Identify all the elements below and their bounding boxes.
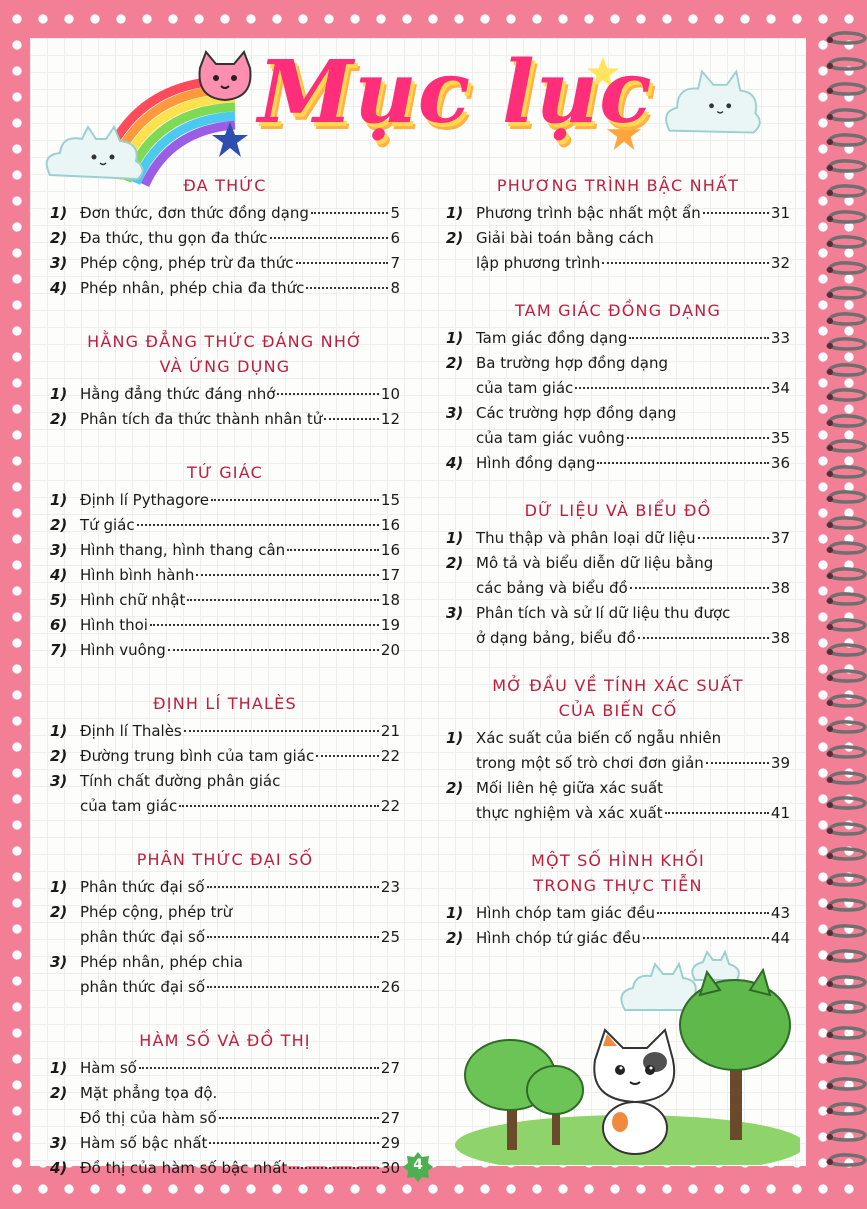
- dot-leader: [207, 936, 379, 938]
- entry-text: Hình thoi: [80, 616, 148, 634]
- entry-text: Hình vuông: [80, 641, 166, 659]
- spiral-ring-icon: [826, 821, 867, 837]
- entry-number: 3): [50, 541, 68, 559]
- dot-leader: [209, 1142, 378, 1144]
- entry-text: Phép nhân, phép chia: [80, 953, 243, 971]
- entry-text: Đơn thức, đơn thức đồng dạng: [80, 204, 309, 222]
- entry-number: 3): [50, 1134, 68, 1152]
- entry-number: 2): [446, 229, 464, 247]
- entry-page-number: 25: [380, 928, 400, 946]
- toc-entry[interactable]: [446, 451, 790, 476]
- spiral-ring-icon: [826, 209, 867, 225]
- star-icon: [210, 120, 250, 160]
- section-title-line: MỞ ĐẦU VỀ TÍNH XÁC SUẤT: [492, 676, 744, 695]
- entry-page-number: 44: [770, 929, 790, 947]
- entry-text: Hình đồng dạng: [476, 454, 596, 472]
- entry-page-number: 27: [380, 1109, 400, 1127]
- entry-page-number: 38: [770, 629, 790, 647]
- spiral-ring-icon: [826, 515, 867, 531]
- dot-leader: [289, 1167, 379, 1169]
- entry-text: Hình thang, hình thang cân: [80, 541, 286, 559]
- entry-number: 3): [50, 953, 68, 971]
- entry-text: Tính chất đường phân giác: [80, 772, 281, 790]
- spiral-ring-icon: [826, 770, 867, 786]
- toc-entry[interactable]: [50, 1156, 400, 1181]
- tree-icon: [680, 970, 790, 1140]
- entry-text: của tam giác: [80, 797, 178, 815]
- spiral-ring-icon: [826, 566, 867, 582]
- toc-entry[interactable]: [50, 613, 400, 638]
- spiral-ring-icon: [826, 81, 867, 97]
- toc-entry[interactable]: [50, 513, 400, 538]
- entry-text: Đồ thị của hàm số bậc nhất: [80, 1159, 288, 1177]
- toc-entry[interactable]: [50, 563, 400, 588]
- dot-leader: [196, 574, 378, 576]
- entry-number: 1): [50, 722, 68, 740]
- entry-page-number: 26: [380, 978, 400, 996]
- spiral-ring-icon: [826, 1076, 867, 1092]
- toc-entry[interactable]: [50, 276, 400, 301]
- toc-entry[interactable]: [50, 488, 400, 513]
- spiral-ring-icon: [826, 693, 867, 709]
- entry-page-number: 17: [380, 566, 400, 584]
- entry-number: 1): [50, 204, 68, 222]
- entry-text: Mối liên hệ giữa xác suất: [476, 779, 664, 797]
- entry-number: 3): [446, 404, 464, 422]
- section-title-line: HẰNG ĐẲNG THỨC ĐÁNG NHỚ: [87, 332, 363, 351]
- entry-text: trong một số trò chơi đơn giản: [476, 754, 704, 772]
- entry-text: Hình chữ nhật: [80, 591, 186, 609]
- toc-entry[interactable]: [446, 226, 790, 276]
- entry-page-number: 30: [380, 1159, 400, 1177]
- spiral-ring-icon: [826, 719, 867, 735]
- dot-leader: [137, 524, 379, 526]
- entry-number: 3): [446, 604, 464, 622]
- spiral-ring-icon: [826, 540, 867, 556]
- section-title-line: ĐỊNH LÍ THALÈS: [153, 694, 297, 713]
- dot-leader: [270, 237, 389, 239]
- dot-leader: [638, 637, 769, 639]
- spiral-ring-icon: [826, 56, 867, 72]
- toc-entry[interactable]: [50, 638, 400, 663]
- entry-number: 7): [50, 641, 68, 659]
- entry-page-number: 29: [380, 1134, 400, 1152]
- entry-text: thực nghiệm và xác xuất: [476, 804, 663, 822]
- entry-page-number: 22: [380, 747, 400, 765]
- entry-page-number: 31: [770, 204, 790, 222]
- dot-leader: [665, 812, 769, 814]
- entry-page-number: 22: [380, 797, 400, 815]
- section-title-line: ĐA THỨC: [183, 176, 267, 195]
- entry-text: Hình chóp tứ giác đều: [476, 929, 641, 947]
- toc-entry[interactable]: [50, 719, 400, 744]
- entry-page-number: 15: [380, 491, 400, 509]
- entry-text: Các trường hợp đồng dạng: [476, 404, 677, 422]
- toc-entry[interactable]: [50, 744, 400, 769]
- toc-entry[interactable]: [50, 251, 400, 276]
- entry-page-number: 43: [770, 904, 790, 922]
- spiral-ring-icon: [826, 897, 867, 913]
- entry-text: của tam giác vuông: [476, 429, 625, 447]
- entry-text: Đường trung bình của tam giác: [80, 747, 315, 765]
- spiral-binding: [826, 30, 867, 1180]
- dot-leader: [296, 262, 389, 264]
- entry-page-number: 41: [770, 804, 790, 822]
- toc-entry[interactable]: [446, 201, 790, 226]
- entry-number: 2): [446, 929, 464, 947]
- dot-leader: [602, 262, 769, 264]
- entry-number: 4): [50, 566, 68, 584]
- toc-entry[interactable]: [446, 726, 790, 776]
- toc-entry[interactable]: [50, 769, 400, 819]
- toc-entry[interactable]: [50, 538, 400, 563]
- spiral-ring-icon: [826, 948, 867, 964]
- toc-entry[interactable]: [50, 900, 400, 950]
- spiral-ring-icon: [826, 438, 867, 454]
- entry-text: Phép nhân, phép chia đa thức: [80, 279, 305, 297]
- spiral-ring-icon: [826, 795, 867, 811]
- entry-number: 2): [50, 229, 68, 247]
- spiral-ring-icon: [826, 1127, 867, 1143]
- dot-leader: [643, 937, 769, 939]
- entry-number: 1): [446, 204, 464, 222]
- entry-number: 2): [50, 747, 68, 765]
- entry-number: 4): [446, 454, 464, 472]
- entry-number: 1): [50, 1059, 68, 1077]
- section-title: [446, 673, 790, 723]
- entry-page-number: 16: [380, 516, 400, 534]
- entry-text: Hàm số bậc nhất: [80, 1134, 208, 1152]
- spiral-ring-icon: [826, 591, 867, 607]
- entry-page-number: 20: [380, 641, 400, 659]
- toc-entry[interactable]: [446, 901, 790, 926]
- cat-icon: [190, 48, 260, 108]
- dot-leader: [630, 587, 769, 589]
- toc-entry[interactable]: [446, 601, 790, 651]
- section-title: [446, 498, 790, 523]
- entry-text: Đồ thị của hàm số: [80, 1109, 217, 1127]
- entry-number: 3): [50, 254, 68, 272]
- spiral-ring-icon: [826, 1050, 867, 1066]
- entry-number: 2): [446, 779, 464, 797]
- toc-section: [50, 460, 400, 663]
- dot-leader: [657, 912, 769, 914]
- section-title-line: VÀ ỨNG DỤNG: [159, 357, 291, 376]
- entry-text: Hình chóp tam giác đều: [476, 904, 656, 922]
- dot-leader: [187, 599, 379, 601]
- toc-entry[interactable]: [50, 1081, 400, 1131]
- entry-page-number: 33: [770, 329, 790, 347]
- entry-number: 4): [50, 279, 68, 297]
- spiral-ring-icon: [826, 1025, 867, 1041]
- toc-entry[interactable]: [50, 226, 400, 251]
- entry-text: Mặt phẳng tọa độ.: [80, 1084, 218, 1102]
- dot-leader: [219, 1117, 379, 1119]
- section-title: [50, 691, 400, 716]
- entry-page-number: 34: [770, 379, 790, 397]
- entry-text: Mô tả và biểu diễn dữ liệu bằng: [476, 554, 714, 572]
- entry-text: ở dạng bảng, biểu đồ: [476, 629, 636, 647]
- toc-entry[interactable]: [50, 588, 400, 613]
- entry-text: Phép cộng, phép trừ đa thức: [80, 254, 294, 272]
- spiral-ring-icon: [826, 1101, 867, 1117]
- section-title: [446, 848, 790, 898]
- dot-leader: [629, 337, 769, 339]
- entry-page-number: 5: [390, 204, 400, 222]
- entry-number: 1): [50, 878, 68, 896]
- cloud-cat-icon: [660, 62, 765, 142]
- dot-leader: [311, 212, 389, 214]
- dot-leader: [150, 624, 379, 626]
- spiral-ring-icon: [826, 872, 867, 888]
- section-title-line: DỮ LIỆU VÀ BIỂU ĐỒ: [524, 501, 712, 520]
- toc-section: [446, 173, 790, 276]
- entry-number: 3): [50, 772, 68, 790]
- section-title: [50, 1028, 400, 1053]
- entry-text: Đa thức, thu gọn đa thức: [80, 229, 268, 247]
- section-title-line: PHÂN THỨC ĐẠI SỐ: [136, 850, 314, 869]
- spiral-ring-icon: [826, 234, 867, 250]
- spiral-ring-icon: [826, 336, 867, 352]
- entry-page-number: 8: [390, 279, 400, 297]
- entry-number: 4): [50, 1159, 68, 1177]
- entry-page-number: 38: [770, 579, 790, 597]
- dot-leader: [139, 1067, 379, 1069]
- dot-leader: [179, 805, 379, 807]
- dot-leader: [324, 418, 379, 420]
- spiral-ring-icon: [826, 362, 867, 378]
- cat-icon: [594, 1030, 674, 1154]
- entry-number: 1): [50, 491, 68, 509]
- toc-entry[interactable]: [446, 526, 790, 551]
- section-title: [446, 298, 790, 323]
- toc-entry[interactable]: [446, 551, 790, 601]
- spiral-ring-icon: [826, 183, 867, 199]
- spiral-ring-icon: [826, 642, 867, 658]
- entry-page-number: 10: [380, 385, 400, 403]
- toc-section: [50, 691, 400, 819]
- dot-leader: [316, 755, 379, 757]
- entry-text: Thu thập và phân loại dữ liệu: [476, 529, 696, 547]
- spiral-ring-icon: [826, 158, 867, 174]
- entry-number: 1): [446, 529, 464, 547]
- spiral-ring-icon: [826, 999, 867, 1015]
- entry-page-number: 39: [770, 754, 790, 772]
- spiral-ring-icon: [826, 30, 867, 46]
- entry-text: Xác suất của biến cố ngẫu nhiên: [476, 729, 722, 747]
- entry-page-number: 16: [380, 541, 400, 559]
- dot-leader: [168, 649, 379, 651]
- entry-text: Hằng đẳng thức đáng nhớ: [80, 385, 276, 403]
- entry-page-number: 35: [770, 429, 790, 447]
- entry-page-number: 27: [380, 1059, 400, 1077]
- entry-text: Phương trình bậc nhất một ẩn: [476, 204, 701, 222]
- spiral-ring-icon: [826, 285, 867, 301]
- entry-page-number: 32: [770, 254, 790, 272]
- toc-entry[interactable]: [50, 1131, 400, 1156]
- entry-text: Tam giác đồng dạng: [476, 329, 628, 347]
- toc-right-column: [446, 173, 790, 973]
- toc-entry[interactable]: [50, 407, 400, 432]
- spiral-ring-icon: [826, 107, 867, 123]
- entry-number: 1): [446, 329, 464, 347]
- dot-leader: [698, 537, 769, 539]
- entry-text: Ba trường hợp đồng dạng: [476, 354, 668, 372]
- dot-leader: [207, 986, 379, 988]
- toc-entry[interactable]: [50, 875, 400, 900]
- entry-number: 2): [446, 554, 464, 572]
- entry-text: Định lí Pythagore: [80, 491, 209, 509]
- toc-section: [50, 173, 400, 301]
- section-title: [50, 329, 400, 379]
- section-title: [50, 173, 400, 198]
- spiral-ring-icon: [826, 617, 867, 633]
- spiral-ring-icon: [826, 387, 867, 403]
- toc-left-column: [50, 173, 400, 1209]
- dot-leader: [627, 437, 769, 439]
- section-title: [50, 847, 400, 872]
- entry-number: 2): [50, 1084, 68, 1102]
- spiral-ring-icon: [826, 1152, 867, 1168]
- entry-text: Tứ giác: [80, 516, 135, 534]
- dot-leader: [706, 762, 769, 764]
- spiral-ring-icon: [826, 923, 867, 939]
- toc-section: [446, 498, 790, 651]
- toc-section: [50, 329, 400, 432]
- entry-text: Định lí Thalès: [80, 722, 182, 740]
- entry-number: 1): [446, 729, 464, 747]
- section-title-line: MỘT SỐ HÌNH KHỐI: [531, 851, 705, 870]
- dot-leader: [277, 393, 379, 395]
- spiral-ring-icon: [826, 846, 867, 862]
- toc-entry[interactable]: [50, 382, 400, 407]
- spiral-ring-icon: [826, 132, 867, 148]
- entry-text: Phân tích và sử lí dữ liệu thu được: [476, 604, 731, 622]
- toc-entry[interactable]: [50, 201, 400, 226]
- entry-number: 1): [50, 385, 68, 403]
- dot-leader: [287, 549, 379, 551]
- entry-text: Phân tích đa thức thành nhân tử: [80, 410, 323, 428]
- entry-text: Hàm số: [80, 1059, 137, 1077]
- entry-number: 2): [50, 410, 68, 428]
- toc-section: [446, 673, 790, 826]
- toc-section: [446, 298, 790, 476]
- toc-section: [50, 1028, 400, 1181]
- toc-entry[interactable]: [446, 326, 790, 351]
- entry-page-number: 18: [380, 591, 400, 609]
- spiral-ring-icon: [826, 464, 867, 480]
- entry-page-number: 6: [390, 229, 400, 247]
- dot-leader: [184, 730, 379, 732]
- entry-page-number: 36: [770, 454, 790, 472]
- page-number: 4: [413, 1157, 423, 1173]
- section-title-line: CỦA BIẾN CỐ: [558, 701, 678, 720]
- entry-text: phân thức đại số: [80, 978, 206, 996]
- page-number-badge: [403, 1152, 433, 1182]
- entry-text: các bảng và biểu đồ: [476, 579, 628, 597]
- entry-number: 6): [50, 616, 68, 634]
- entry-number: 5): [50, 591, 68, 609]
- dot-leader: [306, 287, 388, 289]
- dot-leader: [703, 212, 769, 214]
- spiral-ring-icon: [826, 311, 867, 327]
- entry-text: Hình bình hành: [80, 566, 195, 584]
- section-title-line: TAM GIÁC ĐỒNG DẠNG: [514, 301, 722, 320]
- page-title: Mục lục: [258, 42, 653, 143]
- toc-entry[interactable]: [446, 776, 790, 826]
- entry-number: 1): [446, 904, 464, 922]
- section-title: [50, 460, 400, 485]
- toc-entry[interactable]: [50, 1056, 400, 1081]
- toc-entry[interactable]: [50, 950, 400, 1000]
- section-title-line: HÀM SỐ VÀ ĐỒ THỊ: [139, 1031, 311, 1050]
- dot-leader: [575, 387, 769, 389]
- entry-page-number: 19: [380, 616, 400, 634]
- section-title-line: PHƯƠNG TRÌNH BẬC NHẤT: [496, 176, 740, 195]
- spiral-ring-icon: [826, 489, 867, 505]
- toc-section: [446, 848, 790, 951]
- section-title-line: TRONG THỰC TIỄN: [533, 876, 703, 895]
- entry-page-number: 12: [380, 410, 400, 428]
- cat-tree-illustration: [455, 950, 800, 1165]
- toc-entry[interactable]: [446, 401, 790, 451]
- entry-number: 2): [446, 354, 464, 372]
- spiral-ring-icon: [826, 668, 867, 684]
- entry-number: 2): [50, 516, 68, 534]
- dot-leader: [211, 499, 379, 501]
- entry-page-number: 37: [770, 529, 790, 547]
- toc-entry[interactable]: [446, 926, 790, 951]
- entry-text: Giải bài toán bằng cách: [476, 229, 654, 247]
- dot-leader: [207, 886, 379, 888]
- dot-leader: [597, 462, 768, 464]
- entry-text: của tam giác: [476, 379, 574, 397]
- entry-page-number: 21: [380, 722, 400, 740]
- toc-entry[interactable]: [446, 351, 790, 401]
- spiral-ring-icon: [826, 744, 867, 760]
- section-title-line: TỨ GIÁC: [187, 463, 263, 482]
- entry-page-number: 23: [380, 878, 400, 896]
- spiral-ring-icon: [826, 260, 867, 276]
- spiral-ring-icon: [826, 974, 867, 990]
- entry-text: phân thức đại số: [80, 928, 206, 946]
- section-title: [446, 173, 790, 198]
- entry-text: lập phương trình: [476, 254, 601, 272]
- entry-text: Phép cộng, phép trừ: [80, 903, 233, 921]
- toc-section: [50, 847, 400, 1000]
- entry-text: Phân thức đại số: [80, 878, 205, 896]
- entry-number: 2): [50, 903, 68, 921]
- entry-page-number: 7: [390, 254, 400, 272]
- spiral-ring-icon: [826, 413, 867, 429]
